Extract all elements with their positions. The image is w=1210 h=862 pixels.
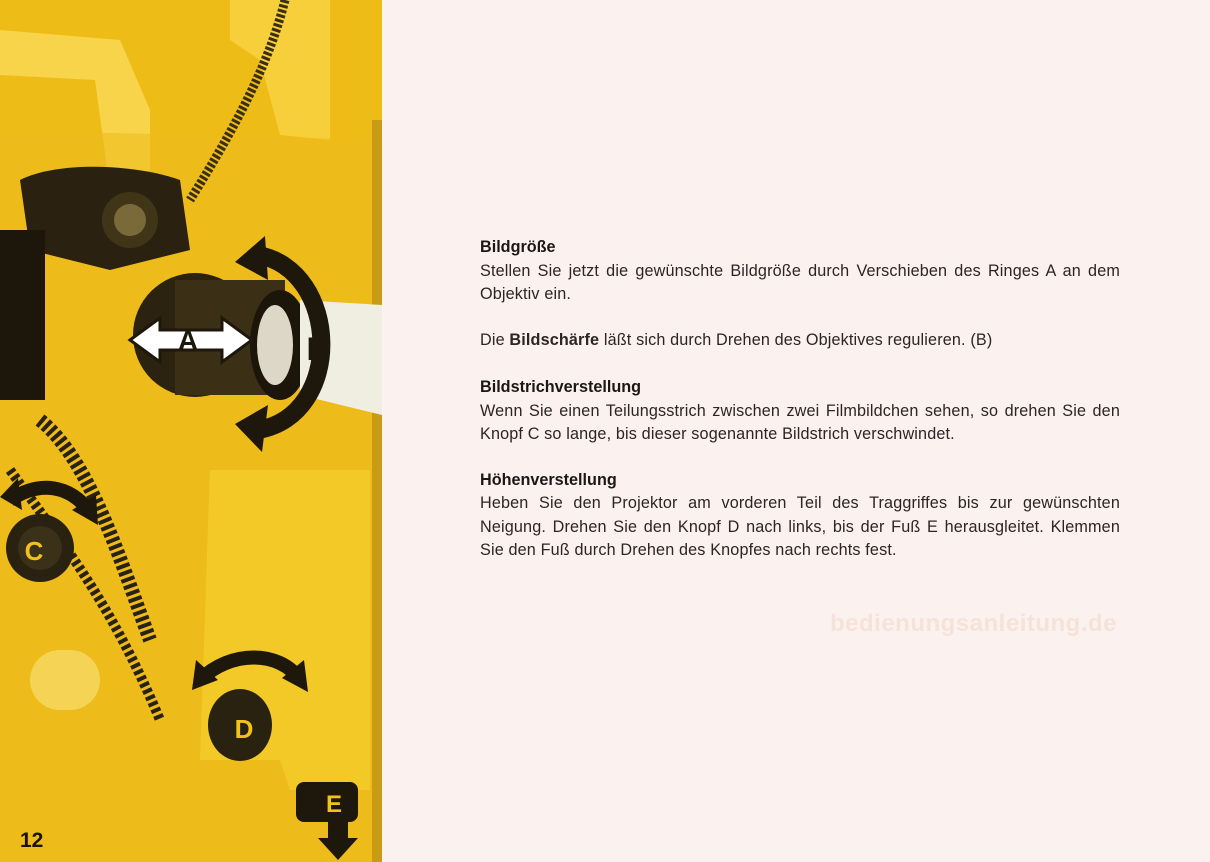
bildschaerfe-suffix: läßt sich durch Drehen des Objektives regulieren. (B) <box>599 330 993 349</box>
heading-bildstrich: Bildstrichverstellung <box>480 378 642 396</box>
section-bildgroesse <box>480 236 1120 307</box>
body-hoehen: Heben Sie den Projektor am vorderen Teil des Traggriffes bis zur gewünschten Neigung. Drehen Sie den Knopf D nach links, bis der Fuß E herausgleitet. Klemmen Sie den Fuß durch Drehen des Knopfes nach rechts fest. <box>480 494 1120 559</box>
label-d: D <box>234 714 254 744</box>
body-bildstrich: Wenn Sie einen Teilungsstrich zwischen zwei Filmbildchen sehen, so drehen Sie den Knopf C so lange, bis dieser sogenannte Bildstrich verschwindet. <box>480 401 1120 443</box>
watermark: bedienungsanleitung.de <box>830 610 1118 637</box>
body-bildgroesse: Stellen Sie jetzt die gewünschte Bildgröße durch Verschieben des Ringes A an dem Objektiv ein. <box>480 261 1120 303</box>
section-bildschaerfe <box>480 329 1120 353</box>
label-e: E <box>325 791 343 818</box>
body-bildschaerfe <box>480 329 1120 353</box>
instruction-text <box>480 236 1120 585</box>
label-c: C <box>24 536 44 566</box>
heading-hoehen: Höhenverstellung <box>480 470 617 489</box>
section-hoehen <box>480 469 1120 563</box>
projector-photo <box>0 0 382 862</box>
label-b: B <box>306 331 330 367</box>
label-a: A <box>177 325 199 356</box>
page-number: 12 <box>20 829 44 852</box>
heading-bildgroesse: Bildgröße <box>480 238 556 256</box>
bildschaerfe-prefix: Die <box>480 330 510 349</box>
section-bildstrich <box>480 376 1120 447</box>
bildschaerfe-bold: Bildschärfe <box>509 330 600 349</box>
